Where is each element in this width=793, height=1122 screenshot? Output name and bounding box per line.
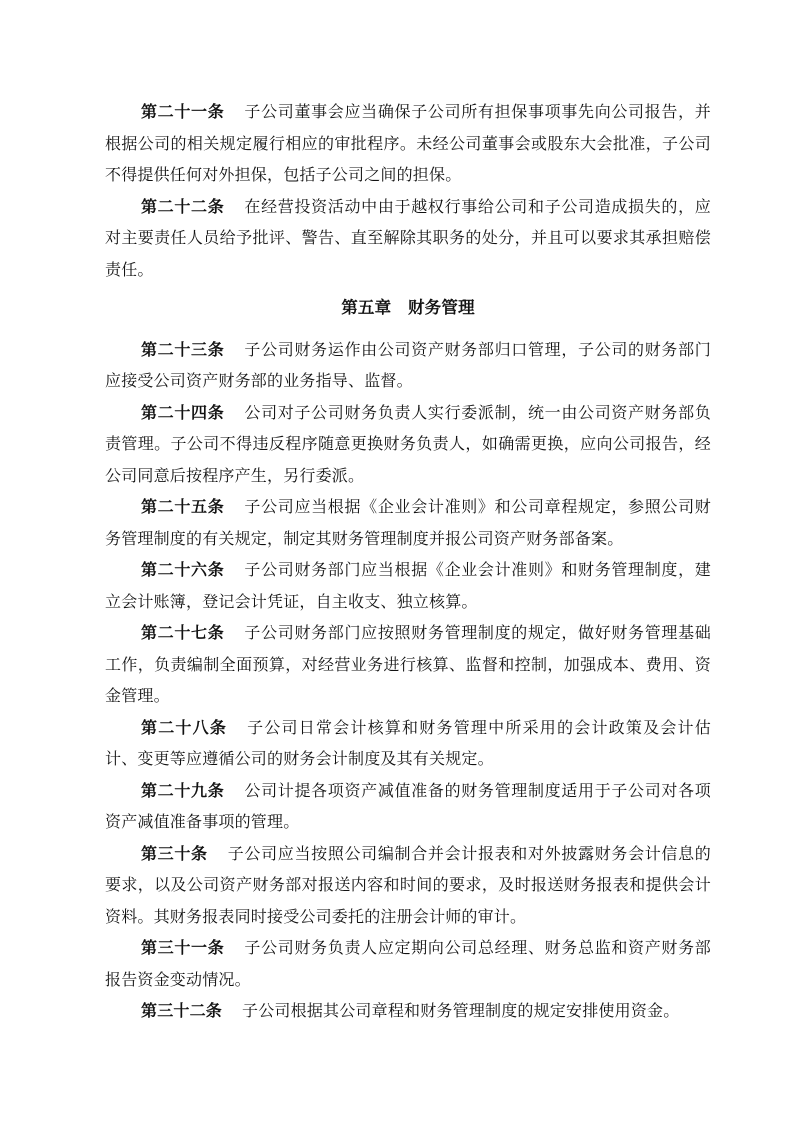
article-paragraph bbox=[105, 335, 711, 398]
article-number: 第二十五条 bbox=[141, 499, 225, 516]
document-body bbox=[105, 97, 711, 1028]
article-paragraph bbox=[105, 618, 711, 713]
article-paragraph bbox=[105, 839, 711, 934]
article-text: 公司对子公司财务负责人实行委派制，统一由公司资产财务部负责管理。子公司不得违反程序随意更换财务负责人，如确需更换，应向公司报告，经公司同意后按程序产生，另行委派。 bbox=[105, 404, 711, 485]
article-number: 第二十三条 bbox=[141, 341, 225, 359]
article-text: 子公司根据其公司章程和财务管理制度的规定安排使用资金。 bbox=[242, 1003, 680, 1020]
chapter-heading: 第五章 财务管理 bbox=[341, 298, 475, 317]
article-number: 第二十四条 bbox=[141, 404, 225, 422]
article-paragraph bbox=[105, 192, 711, 287]
article-paragraph bbox=[105, 776, 711, 839]
article-text: 子公司董事会应当确保子公司所有担保事项事先向公司报告，并根据公司的相关规定履行相应的审批程序。未经公司董事会或股东大会批准，子公司不得提供任何对外担保，包括子公司之间的担保。 bbox=[105, 104, 711, 184]
article-text: 子公司财务运作由公司资产财务部归口管理，子公司的财务部门应接受公司资产财务部的业务指导、监督。 bbox=[105, 341, 711, 390]
article-number: 第二十七条 bbox=[141, 625, 225, 642]
article-text: 公司计提各项资产减值准备的财务管理制度适用于子公司对各项资产减值准备事项的管理。 bbox=[105, 782, 711, 831]
article-paragraph bbox=[105, 555, 711, 618]
article-text: 子公司日常会计核算和财务管理中所采用的会计政策及会计估计、变更等应遵循公司的财务会计制度及其有关规定。 bbox=[105, 719, 711, 768]
article-paragraph bbox=[105, 398, 711, 493]
article-text: 子公司应当按照公司编制合并会计报表和对外披露财务会计信息的要求，以及公司资产财务部对报送内容和时间的要求，及时报送财务报表和提供会计资料。其财务报表同时接受公司委托的注册会计师的审计。 bbox=[105, 845, 711, 926]
article-text: 在经营投资活动中由于越权行事给公司和子公司造成损失的，应对主要责任人员给予批评、警告、直至解除其职务的处分，并且可以要求其承担赔偿责任。 bbox=[105, 198, 711, 279]
article-number: 第二十六条 bbox=[141, 562, 225, 579]
article-text: 子公司财务部门应按照财务管理制度的规定，做好财务管理基础工作，负责编制全面预算，对经营业务进行核算、监督和控制，加强成本、费用、资金管理。 bbox=[105, 625, 711, 705]
article-number: 第二十九条 bbox=[141, 782, 225, 800]
article-text: 子公司财务部门应当根据《企业会计准则》和财务管理制度，建立会计账簿，登记会计凭证，自主收支、独立核算。 bbox=[105, 562, 711, 611]
article-number: 第二十一条 bbox=[141, 104, 225, 121]
article-text: 子公司财务负责人应定期向公司总经理、财务总监和资产财务部报告资金变动情况。 bbox=[105, 940, 711, 989]
article-paragraph bbox=[105, 933, 711, 996]
article-text: 子公司应当根据《企业会计准则》和公司章程规定，参照公司财务管理制度的有关规定，制定其财务管理制度并报公司资产财务部备案。 bbox=[105, 499, 711, 548]
article-paragraph bbox=[105, 996, 711, 1028]
article-number: 第三十条 bbox=[141, 845, 208, 863]
article-number: 第二十八条 bbox=[141, 719, 228, 737]
article-paragraph bbox=[105, 492, 711, 555]
article-number: 第三十二条 bbox=[141, 1003, 223, 1020]
article-number: 第二十二条 bbox=[141, 198, 225, 216]
article-number: 第三十一条 bbox=[141, 940, 225, 957]
article-paragraph bbox=[105, 713, 711, 776]
article-paragraph bbox=[105, 97, 711, 192]
